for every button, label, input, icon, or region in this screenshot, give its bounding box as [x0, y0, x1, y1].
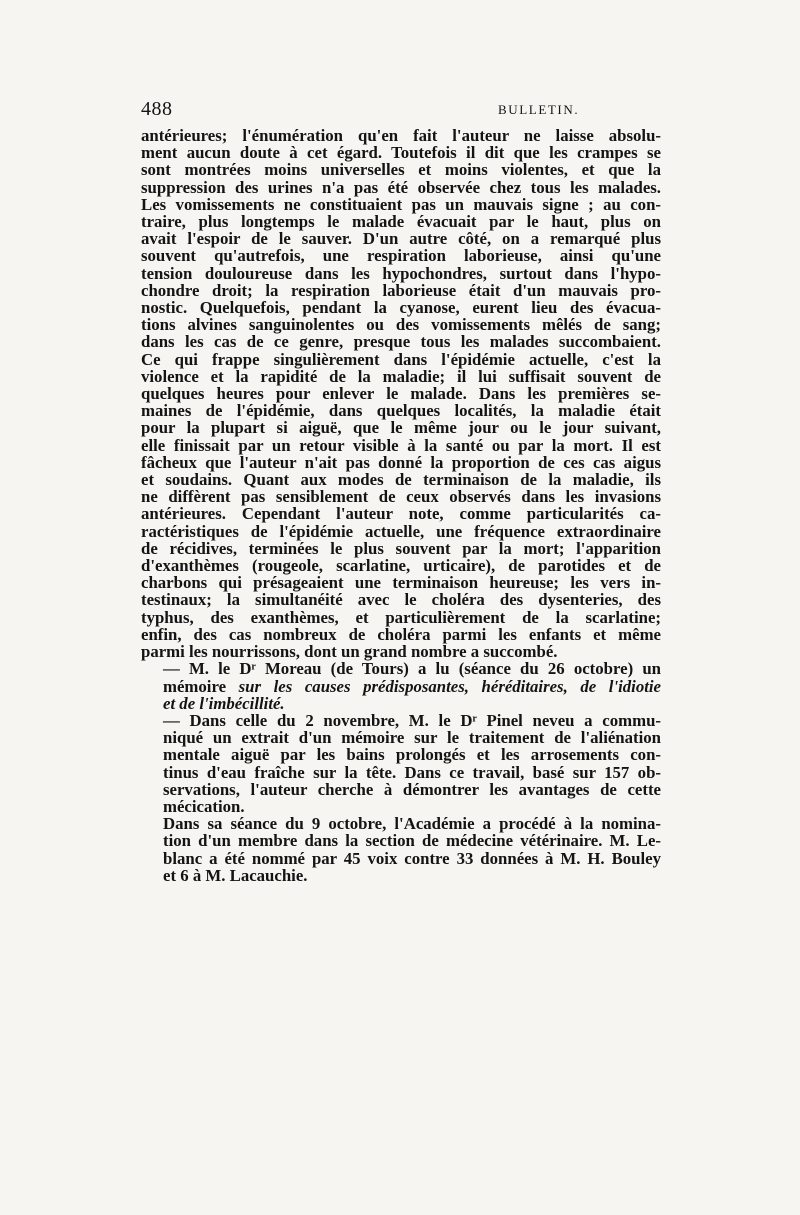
text-line: sont montrées moins universelles et moins violentes, et que la [141, 160, 661, 180]
text-line: tion d'un membre dans la section de médecine vétérinaire. M. Le- [163, 831, 661, 851]
text-line: avait l'espoir de le sauver. D'un autre côté, on a remarqué plus [141, 229, 661, 249]
text-line: et 6 à M. Lacauchie. [163, 865, 308, 885]
text-line: charbons qui présageaient une terminaison heureuse; les vers in- [141, 573, 661, 593]
paragraph-2 [141, 660, 661, 712]
text-line: — Dans celle du 2 novembre, M. le Dʳ Pinel neveu a commu- [163, 710, 661, 730]
text-line: dans les cas de ce genre, presque tous les malades succombaient. [141, 332, 661, 352]
text-line: violence et la rapidité de la maladie; il lui suffisait souvent de [141, 366, 661, 386]
text-line: niqué un extrait d'un mémoire sur le traitement de l'aliénation [163, 728, 661, 748]
text-line: de récidives, terminées le plus souvent par la mort; l'apparition [141, 538, 661, 558]
body-text [141, 127, 661, 884]
text-line: traire, plus longtemps le malade évacuait par le haut, plus on [141, 212, 661, 232]
text-line: antérieures; l'énumération qu'en fait l'auteur ne laisse absolu- [141, 126, 661, 145]
text-line-italic [141, 695, 661, 712]
italic-title: sur les causes prédisposantes, héréditaires, de l'idiotie [238, 676, 661, 696]
text-line: mécication. [163, 796, 245, 816]
text-line: parmi les nourrissons, dont un grand nombre a succombé. [141, 642, 558, 662]
text-line: souvent qu'autrefois, une respiration laborieuse, ainsi qu'une [141, 246, 661, 266]
text-line-mixed [141, 678, 661, 695]
text-line: ment aucun doute à cet égard. Toutefois il dit que les crampes se [141, 143, 661, 163]
text-line: d'exanthèmes (rougeole, scarlatine, urticaire), de parotides et de [141, 556, 661, 576]
text-line: blanc a été nommé par 45 voix contre 33 données à M. H. Bouley [163, 848, 661, 868]
page-number: 488 [141, 98, 173, 120]
text-line: enfin, des cas nombreux de choléra parmi les enfants et même [141, 624, 661, 644]
text-line: Ce qui frappe singulièrement dans l'épidémie actuelle, c'est la [141, 349, 661, 369]
text-segment: mémoire [163, 676, 239, 696]
text-line: Les vomissements ne constituaient pas un mauvais signe ; au con- [141, 194, 661, 214]
text-line: et soudains. Quant aux modes de terminaison de la maladie, ils [141, 470, 661, 490]
text-line: antérieures. Cependant l'auteur note, comme particularités ca- [141, 504, 661, 524]
text-line: Dans sa séance du 9 octobre, l'Académie a procédé à la nomina- [163, 814, 661, 834]
text-line: chondre droit; la respiration laborieuse était d'un mauvais pro- [141, 280, 661, 300]
paragraph-4 [141, 815, 661, 884]
text-line: suppression des urines n'a pas été observée chez tous les malades. [141, 177, 661, 197]
text-line: tions alvines sanguinolentes ou des vomissements mêlés de sang; [141, 315, 661, 335]
paragraph-3 [141, 712, 661, 815]
running-head: BULLETIN. [498, 102, 580, 117]
text-line: elle finissait par un retour visible à la santé ou par la mort. Il est [141, 435, 661, 455]
text-line: typhus, des exanthèmes, et particulièrement de la scarlatine; [141, 607, 661, 627]
page-header [141, 97, 661, 121]
text-line: nostic. Quelquefois, pendant la cyanose, eurent lieu des évacua- [141, 298, 661, 318]
text-line: tinus d'eau fraîche sur la tête. Dans ce travail, basé sur 157 ob- [163, 762, 661, 782]
text-line: mentale aiguë par les bains prolongés et les arrosements con- [163, 745, 661, 765]
text-line: ractéristiques de l'épidémie actuelle, une fréquence extraordinaire [141, 521, 661, 541]
text-line: tension douloureuse dans les hypochondres, surtout dans l'hypo- [141, 263, 661, 283]
text-line: testinaux; la simultanéité avec le choléra des dysenteries, des [141, 590, 661, 610]
text-line: pour la plupart si aiguë, que le même jour ou le jour suivant, [141, 418, 661, 438]
paragraph-1 [141, 127, 661, 660]
italic-title: et de l'imbécillité. [163, 693, 285, 713]
text-line: ne diffèrent pas sensiblement de ceux observés dans les invasions [141, 487, 661, 507]
text-line: quelques heures pour enlever le malade. Dans les premières se- [141, 384, 661, 404]
text-line: — M. le Dʳ Moreau (de Tours) a lu (séance du 26 octobre) un [163, 659, 661, 679]
text-line: maines de l'épidémie, dans quelques localités, la maladie était [141, 401, 661, 421]
text-line: servations, l'auteur cherche à démontrer les avantages de cette [163, 779, 661, 799]
text-line: fâcheux que l'auteur n'ait pas donné la proportion de ces cas aigus [141, 452, 661, 472]
